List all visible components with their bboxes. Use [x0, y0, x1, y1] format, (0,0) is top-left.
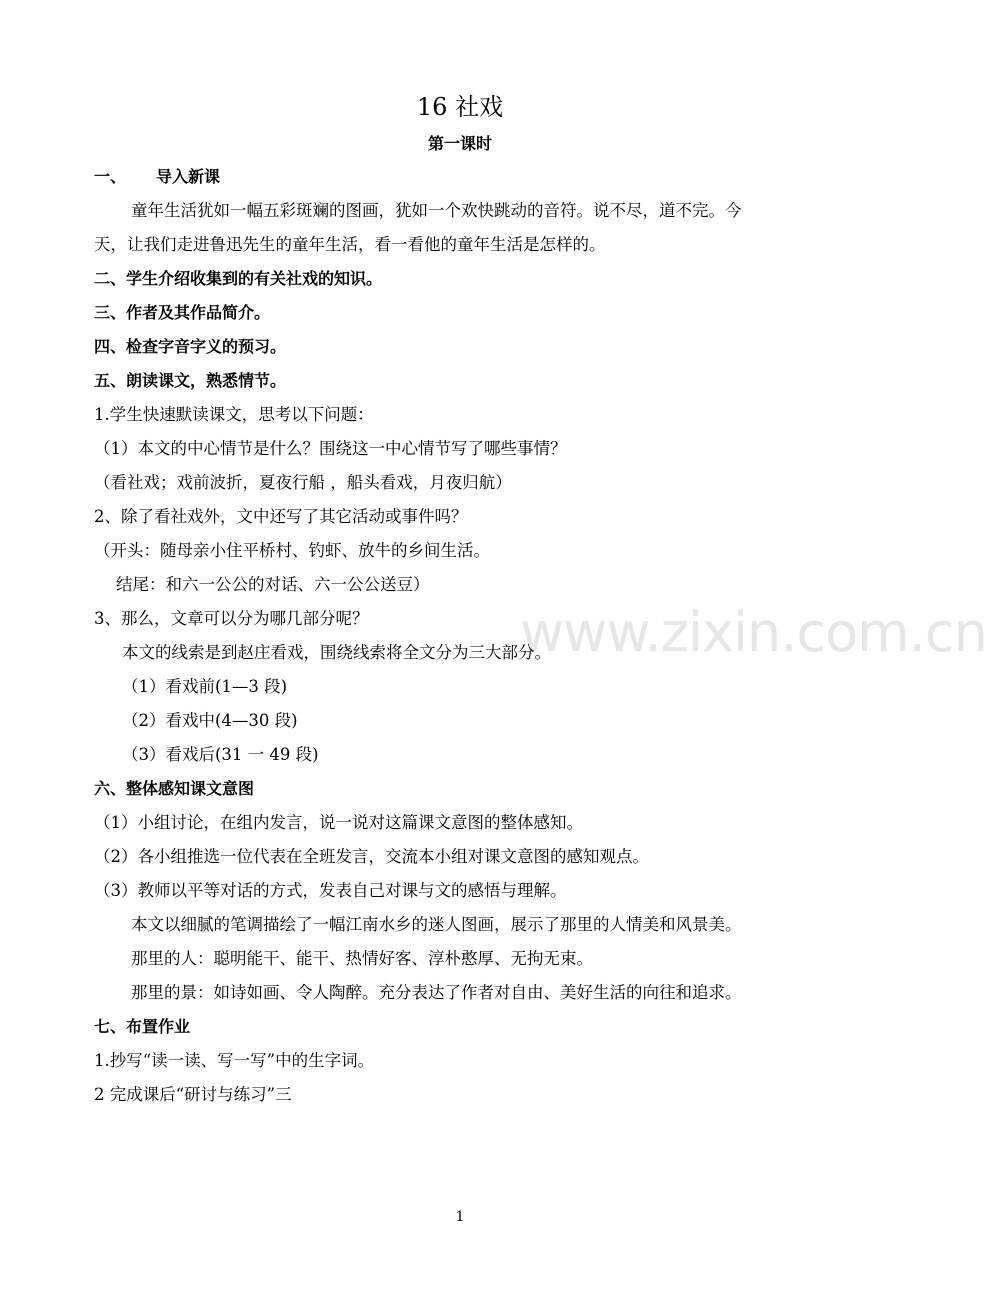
list-item: （2）看戏中(4—30 段) — [122, 711, 298, 730]
body-line: 本文以细腻的笔调描绘了一幅江南水乡的迷人图画，展示了那里的人情美和风景美。 — [131, 915, 742, 934]
homework-item: 2 完成课后“研讨与练习”三 — [94, 1085, 292, 1104]
list-item: （3）看戏后(31 一 49 段) — [122, 745, 319, 764]
body-line: 2、除了看社戏外，文中还写了其它活动或事件吗？ — [94, 507, 468, 526]
body-line: 1.学生快速默读课文，思考以下问题： — [94, 405, 374, 424]
watermark: www.zixin.com.cn — [520, 601, 987, 664]
page-number: 1 — [455, 1209, 465, 1225]
list-item: （1）看戏前(1—3 段) — [122, 677, 288, 696]
section-heading-2: 二、学生介绍收集到的有关社戏的知识。 — [94, 269, 383, 288]
body-line: （看社戏；戏前波折，夏夜行船 ，船头看戏，月夜归航） — [94, 473, 512, 492]
section-number: 一、 — [94, 167, 127, 186]
section-label: 导入新课 — [156, 167, 221, 186]
section-heading-5: 五、朗读课文，熟悉情节。 — [94, 371, 287, 390]
homework-item: 1.抄写“读一读、写一写”中的生字词。 — [94, 1051, 375, 1070]
intro-paragraph-line-2: 天，让我们走进鲁迅先生的童年生活，看一看他的童年生活是怎样的。 — [94, 235, 606, 254]
body-line: 那里的景：如诗如画、令人陶醉。充分表达了作者对自由、美好生活的向往和追求。 — [131, 983, 742, 1002]
lesson-subtitle: 第一课时 — [427, 134, 492, 153]
body-line: （1）本文的中心情节是什么？围绕这一中心情节写了哪些事情？ — [94, 439, 567, 458]
section-heading-4: 四、检查字音字义的预习。 — [94, 337, 287, 356]
section-heading-6: 六、整体感知课文意图 — [94, 779, 255, 798]
document-title: 16 社戏 — [416, 93, 504, 121]
body-line: （3）教师以平等对话的方式，发表自己对课与文的感悟与理解。 — [94, 881, 567, 900]
body-line: （2）各小组推选一位代表在全班发言，交流本小组对课文意图的感知观点。 — [94, 847, 649, 866]
body-line: （1）小组讨论，在组内发言，说一说对这篇课文意图的整体感知。 — [94, 813, 583, 832]
body-line: （开头：随母亲小住平桥村、钓虾、放牛的乡间生活。 — [94, 541, 490, 560]
section-heading-1 — [94, 166, 220, 188]
body-line: 本文的线索是到赵庄看戏，围绕线索将全文分为三大部分。 — [122, 643, 551, 662]
body-line: 3、那么，文章可以分为哪几部分呢？ — [94, 609, 369, 628]
body-line: 结尾：和六一公公的对话、六一公公送豆） — [116, 575, 430, 594]
section-heading-7: 七、布置作业 — [94, 1017, 191, 1036]
body-line: 那里的人：聪明能干、能干、热情好客、淳朴憨厚、无拘无束。 — [131, 949, 593, 968]
intro-paragraph-line-1: 童年生活犹如一幅五彩斑斓的图画，犹如一个欢快跳动的音符。说不尽，道不完。今 — [131, 201, 742, 220]
section-heading-3: 三、作者及其作品简介。 — [94, 303, 271, 322]
